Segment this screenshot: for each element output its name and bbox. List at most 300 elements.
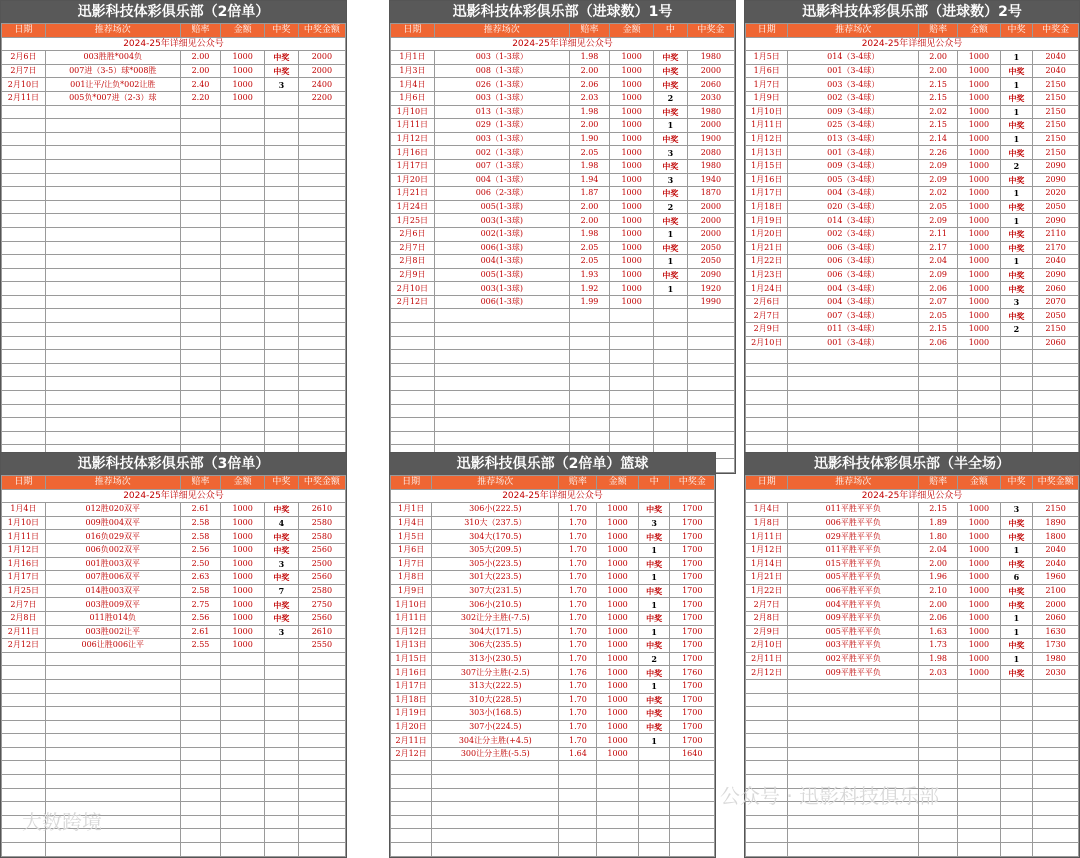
table-cell: 003（1-3球） [434,91,569,105]
empty-cell [559,802,597,816]
empty-cell [2,843,46,857]
empty-cell [391,815,432,829]
table-cell: 1月12日 [2,543,46,557]
empty-cell [45,350,180,364]
empty-cell [298,734,345,748]
empty-cell [687,323,734,337]
table-cell: 1.99 [569,295,609,309]
empty-cell [45,268,180,282]
table-cell: 310大（237.5） [432,516,559,530]
table-cell: 304大(171.5) [432,625,559,639]
table-row [746,159,1079,173]
empty-cell [2,761,46,775]
empty-cell [180,336,220,350]
table-cell: 002（3-4球） [788,91,919,105]
empty-cell [45,391,180,405]
empty-cell [265,815,299,829]
empty-cell [391,363,435,377]
empty-cell [2,200,46,214]
empty-cell [1033,418,1079,432]
empty-cell [298,227,345,241]
table-cell: 2050 [1033,309,1079,323]
table-cell: 1000 [597,639,638,653]
table-cell: 1000 [221,78,265,92]
table-cell: 1.70 [559,639,597,653]
table-cell: 1700 [670,679,715,693]
table-cell: 011平胜平平负 [788,503,919,517]
empty-row [2,788,346,802]
table-cell: 2.04 [919,543,958,557]
empty-cell [1033,775,1079,789]
table-cell: 1000 [958,571,1000,585]
table-row [746,78,1079,92]
empty-row [2,159,346,173]
empty-cell [298,268,345,282]
column-header: 日期 [391,476,432,490]
empty-cell [298,747,345,761]
table-cell: 1700 [670,584,715,598]
table-row [2,571,346,585]
empty-cell [1000,418,1033,432]
empty-cell [2,187,46,201]
table-cell: 1.70 [559,516,597,530]
table-cell: 1 [1000,255,1033,269]
empty-cell [221,734,265,748]
table-cell: 1.70 [559,652,597,666]
empty-cell [298,363,345,377]
empty-cell [265,132,299,146]
empty-cell [746,761,788,775]
empty-cell [180,105,220,119]
table-cell: 009平胜平平负 [788,666,919,680]
table-cell: 1940 [687,173,734,187]
table-row [746,91,1079,105]
empty-cell [45,323,180,337]
table-cell: 1月8日 [746,516,788,530]
table-row [746,214,1079,228]
table-row [391,214,735,228]
empty-cell [221,775,265,789]
empty-cell [180,268,220,282]
empty-row [2,734,346,748]
table-cell: 2150 [1033,105,1079,119]
table-cell: 中奖 [638,666,670,680]
empty-row [2,268,346,282]
table-cell: 1000 [597,598,638,612]
empty-cell [265,200,299,214]
empty-cell [1000,843,1033,857]
column-header: 赔率 [180,476,220,490]
table-cell: 1月12日 [746,132,788,146]
table-cell: 1640 [670,747,715,761]
table-cell: 1000 [610,159,654,173]
empty-cell [265,418,299,432]
empty-cell [180,707,220,721]
empty-row [2,214,346,228]
table-cell: 2.15 [919,91,958,105]
table-cell: 2560 [298,571,345,585]
table-cell: 中奖 [265,530,299,544]
empty-cell [298,187,345,201]
table-cell: 1000 [958,336,1000,350]
empty-row [746,761,1079,775]
empty-row [2,747,346,761]
subtitle-row: 2024-25年详细见公众号 [391,489,715,503]
table-cell: 2月12日 [391,295,435,309]
table-cell: 2.09 [919,214,958,228]
empty-cell [1000,391,1033,405]
table-cell: 1.70 [559,503,597,517]
empty-row [2,227,346,241]
table-cell: 1890 [1033,516,1079,530]
empty-cell [788,815,919,829]
empty-cell [958,391,1000,405]
empty-cell [746,431,788,445]
table-cell: 中奖 [638,503,670,517]
table-cell: 1000 [958,530,1000,544]
empty-cell [2,666,46,680]
empty-cell [180,350,220,364]
empty-cell [45,119,180,133]
table-cell: 2050 [687,241,734,255]
empty-cell [45,418,180,432]
table-cell: 2月11日 [2,625,46,639]
table-cell: 中奖 [1000,639,1033,653]
table-row [391,51,735,65]
table-cell: 1月18日 [391,693,432,707]
empty-cell [45,720,180,734]
table-cell: 中奖 [1000,282,1033,296]
empty-cell [221,159,265,173]
table-cell: 014（3-4球） [788,214,919,228]
empty-cell [958,707,1000,721]
empty-row [746,404,1079,418]
table-cell: 1月17日 [391,159,435,173]
empty-cell [597,843,638,857]
empty-cell [569,404,609,418]
empty-cell [298,214,345,228]
empty-cell [958,418,1000,432]
empty-cell [180,146,220,160]
empty-cell [265,173,299,187]
table-cell: 008（1-3球） [434,64,569,78]
empty-cell [221,268,265,282]
table-cell: 2月12日 [2,639,46,653]
empty-cell [746,377,788,391]
table-cell: 2090 [1033,268,1079,282]
table-cell: 001让平/让负*002让胜 [45,78,180,92]
empty-cell [559,815,597,829]
empty-cell [958,843,1000,857]
table-cell: 1.70 [559,598,597,612]
table-cell: 1月14日 [746,557,788,571]
table-cell: 006(1-3球) [434,241,569,255]
empty-cell [180,431,220,445]
empty-cell [221,802,265,816]
table-cell: 3 [654,146,688,160]
table-row [746,323,1079,337]
empty-cell [434,418,569,432]
table-cell: 中奖 [654,187,688,201]
table-cell: 1700 [670,571,715,585]
table-cell: 1000 [610,78,654,92]
empty-row [391,363,735,377]
subtitle-row: 2024-25年详细见公众号 [391,37,735,51]
empty-cell [45,282,180,296]
empty-cell [45,377,180,391]
empty-cell [298,105,345,119]
empty-cell [958,350,1000,364]
empty-cell [919,843,958,857]
empty-cell [391,391,435,405]
empty-cell [1000,431,1033,445]
empty-row [2,363,346,377]
empty-cell [45,734,180,748]
table-cell: 1000 [958,119,1000,133]
table-cell: 1000 [958,105,1000,119]
table-cell: 1000 [610,173,654,187]
table-cell: 中奖 [654,105,688,119]
table-cell: 025（3-4球） [788,119,919,133]
table-cell: 1700 [670,503,715,517]
empty-cell [265,843,299,857]
table-row [2,598,346,612]
empty-cell [45,241,180,255]
table-cell: 1000 [597,503,638,517]
empty-cell [2,105,46,119]
table-cell: 1870 [687,187,734,201]
empty-cell [45,775,180,789]
table-cell: 006（3-4球） [788,268,919,282]
empty-cell [221,363,265,377]
empty-cell [391,431,435,445]
empty-cell [2,159,46,173]
table-cell: 2040 [1033,557,1079,571]
empty-cell [958,363,1000,377]
table-cell: 2000 [687,119,734,133]
table-cell: 1 [1000,187,1033,201]
table-cell: 中奖 [1000,557,1033,571]
results-table [1,475,346,857]
table-cell: 1 [638,543,670,557]
table-cell: 2000 [687,200,734,214]
table-cell: 1.89 [919,516,958,530]
empty-cell [221,693,265,707]
empty-cell [180,159,220,173]
table-cell: 307大(231.5) [432,584,559,598]
column-header: 日期 [2,24,46,38]
table-cell: 2090 [1033,214,1079,228]
empty-cell [432,815,559,829]
table-cell: 2.00 [180,64,220,78]
table-cell: 1 [654,282,688,296]
empty-cell [2,214,46,228]
empty-cell [746,693,788,707]
empty-cell [746,707,788,721]
empty-row [746,679,1079,693]
empty-cell [1033,391,1079,405]
table-cell: 003胜胜*004负 [45,51,180,65]
table-cell: 中奖 [1000,173,1033,187]
table-cell: 1000 [221,516,265,530]
table-cell: 1000 [958,543,1000,557]
empty-cell [221,173,265,187]
table-cell: 1000 [958,282,1000,296]
table-cell: 2月12日 [391,747,432,761]
table-cell: 2580 [298,516,345,530]
table-cell: 2400 [298,78,345,92]
empty-row [391,431,735,445]
table-cell: 2月9日 [746,323,788,337]
table-cell: 中奖 [638,611,670,625]
column-header: 推荐场次 [788,24,919,38]
table-row [391,227,735,241]
table-cell: 012胜020双平 [45,503,180,517]
table-cell: 2000 [687,227,734,241]
empty-cell [919,720,958,734]
table-row [2,639,346,653]
table-cell: 006（2-3球） [434,187,569,201]
table-cell: 2020 [1033,187,1079,201]
panel-goals-1 [389,0,736,474]
table-cell: 中奖 [654,64,688,78]
table-cell: 014胜003双平 [45,584,180,598]
results-table [390,475,715,857]
table-cell: 中奖 [1000,530,1033,544]
table-row [391,720,715,734]
table-cell: 026（1-3球） [434,78,569,92]
table-cell: 2.61 [180,625,220,639]
empty-cell [610,377,654,391]
table-cell: 2040 [1033,64,1079,78]
table-cell: 7 [265,584,299,598]
empty-cell [265,146,299,160]
empty-row [2,295,346,309]
table-cell: 2150 [1033,78,1079,92]
empty-cell [2,788,46,802]
table-cell: 2.00 [919,64,958,78]
table-cell: 1000 [221,557,265,571]
empty-cell [180,761,220,775]
table-cell: 1000 [958,241,1000,255]
table-cell: 2.09 [919,173,958,187]
table-cell: 2.05 [919,200,958,214]
empty-cell [670,802,715,816]
table-cell: 1700 [670,625,715,639]
table-cell: 1 [1000,105,1033,119]
empty-cell [180,363,220,377]
empty-cell [45,707,180,721]
column-header: 金额 [221,476,265,490]
table-cell: 中奖 [654,214,688,228]
table-cell [638,747,670,761]
table-cell: 2.09 [919,268,958,282]
table-row [391,173,735,187]
empty-cell [2,241,46,255]
table-row [746,571,1079,585]
table-cell: 2.15 [919,78,958,92]
empty-cell [1000,693,1033,707]
table-cell: 2.00 [569,200,609,214]
table-cell: 2.58 [180,530,220,544]
empty-cell [298,761,345,775]
table-cell: 006（3-4球） [788,241,919,255]
table-cell: 001（3-4球） [788,336,919,350]
empty-cell [788,747,919,761]
table-cell: 2150 [1033,91,1079,105]
table-row [391,282,735,296]
table-cell: 1月17日 [746,187,788,201]
table-cell: 011胜014负 [45,611,180,625]
empty-cell [221,119,265,133]
table-cell: 1000 [958,639,1000,653]
table-cell: 1.98 [569,105,609,119]
table-cell: 中奖 [1000,666,1033,680]
table-cell: 001（3-4球） [788,146,919,160]
table-cell: 1月24日 [746,282,788,296]
empty-cell [1000,707,1033,721]
table-cell: 003胜009双平 [45,598,180,612]
empty-cell [638,802,670,816]
empty-cell [654,431,688,445]
table-cell: 1月12日 [746,543,788,557]
table-cell: 1920 [687,282,734,296]
empty-cell [298,295,345,309]
table-cell: 2100 [1033,584,1079,598]
empty-cell [2,132,46,146]
table-cell: 1月25日 [2,584,46,598]
empty-cell [221,747,265,761]
empty-cell [265,336,299,350]
table-cell: 004（3-4球） [788,187,919,201]
table-cell: 2月9日 [391,268,435,282]
table-cell: 1000 [958,323,1000,337]
empty-cell [265,652,299,666]
table-cell: 1 [638,734,670,748]
table-cell: 1 [1000,625,1033,639]
empty-row [391,829,715,843]
table-cell: 003胜002让平 [45,625,180,639]
empty-cell [597,788,638,802]
empty-cell [221,431,265,445]
empty-cell [221,132,265,146]
table-row [746,64,1079,78]
table-cell: 1月1日 [391,51,435,65]
table-cell: 1000 [221,625,265,639]
empty-cell [597,829,638,843]
table-cell: 1月19日 [746,214,788,228]
table-cell: 1月4日 [2,503,46,517]
empty-cell [434,377,569,391]
empty-cell [2,255,46,269]
empty-cell [221,418,265,432]
table-cell: 1月16日 [2,557,46,571]
table-cell: 2040 [1033,255,1079,269]
table-cell: 2560 [298,611,345,625]
table-cell: 2.06 [919,611,958,625]
table-cell: 1000 [610,132,654,146]
table-cell: 2.03 [569,91,609,105]
empty-cell [638,829,670,843]
table-row [746,584,1079,598]
empty-cell [45,336,180,350]
table-cell: 307小(224.5) [432,720,559,734]
empty-cell [298,132,345,146]
table-row [2,64,346,78]
table-cell: 2.06 [919,282,958,296]
column-header: 日期 [2,476,46,490]
table-cell: 2.06 [569,78,609,92]
